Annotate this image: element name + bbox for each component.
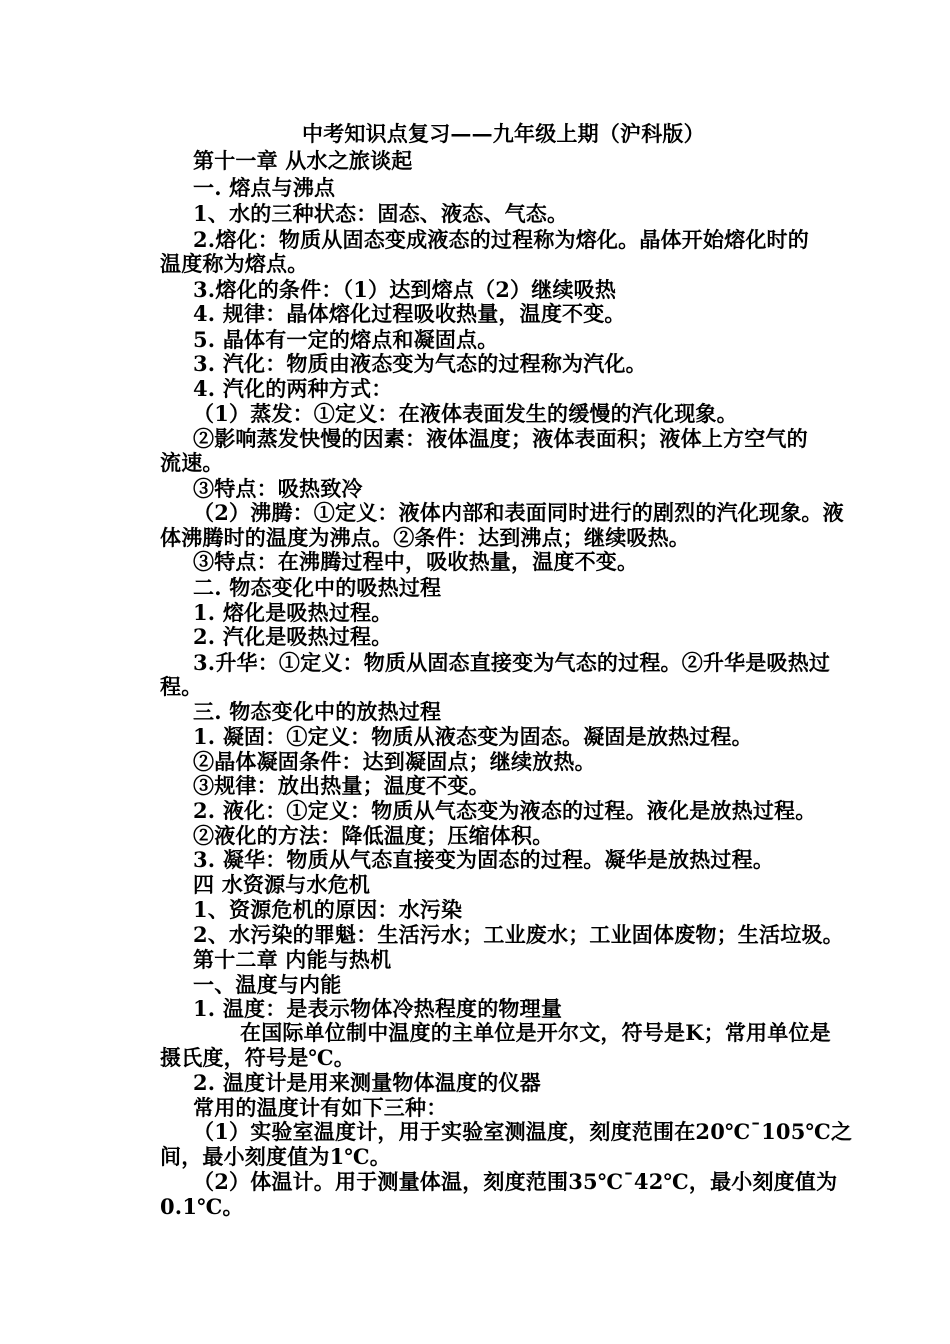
- text-line: ②影响蒸发快慢的因素：液体温度；液体表面积；液体上方空气的: [193, 426, 808, 451]
- text-line: ②晶体凝固条件：达到凝固点；继续放热。: [193, 749, 596, 774]
- text-line: 2. 汽化是吸热过程。: [193, 624, 393, 649]
- text-line: 温度称为熔点。: [160, 251, 309, 276]
- text-line: 3.熔化的条件：（1）达到熔点（2）继续吸热: [193, 277, 617, 302]
- text-line: 3. 凝华：物质从气态直接变为固态的过程。凝华是放热过程。: [193, 847, 775, 872]
- text-line: 3.升华：①定义：物质从固态直接变为气态的过程。②升华是吸热过: [193, 650, 831, 675]
- text-line: 体沸腾时的温度为沸点。②条件：达到沸点；继续吸热。: [160, 525, 690, 550]
- text-line: 1、资源危机的原因：水污染: [193, 897, 463, 922]
- chapter-heading: 第十一章 从水之旅谈起: [193, 148, 413, 173]
- section-heading: 四 水资源与水危机: [193, 872, 371, 897]
- text-line: 1. 凝固：①定义：物质从液态变为固态。凝固是放热过程。: [193, 724, 753, 749]
- text-line: 在国际单位制中温度的主单位是开尔文，符号是K；常用单位是: [240, 1020, 831, 1045]
- text-line: 2.熔化：物质从固态变成液态的过程称为熔化。晶体开始熔化时的: [193, 227, 809, 252]
- text-line: 4. 规律：晶体熔化过程吸收热量，温度不变。: [193, 301, 626, 326]
- text-line: ②液化的方法：降低温度；压缩体积。: [193, 823, 554, 848]
- section-heading: 一、温度与内能: [193, 972, 342, 997]
- text-line: （1）蒸发：①定义：在液体表面发生的缓慢的汽化现象。: [193, 401, 738, 426]
- text-line: 间，最小刻度值为1℃。: [160, 1144, 391, 1169]
- text-line: 4. 汽化的两种方式：: [193, 376, 393, 401]
- text-line: 3. 汽化：物质由液态变为气态的过程称为汽化。: [193, 351, 647, 376]
- text-line: ③特点：在沸腾过程中，吸收热量，温度不变。: [193, 549, 639, 574]
- text-line: 1. 温度：是表示物体冷热程度的物理量: [193, 996, 563, 1021]
- text-line: 常用的温度计有如下三种：: [193, 1095, 448, 1120]
- text-line: 1. 熔化是吸热过程。: [193, 600, 393, 625]
- text-line: 2. 液化：①定义：物质从气态变为液态的过程。液化是放热过程。: [193, 798, 817, 823]
- document-title: 中考知识点复习——九年级上期（沪科版）: [302, 121, 705, 146]
- text-line: 2、水污染的罪魁：生活污水；工业废水；工业固体废物；生活垃圾。: [193, 922, 844, 947]
- text-line: （2）沸腾：①定义：液体内部和表面同时进行的剧烈的汽化现象。液: [193, 500, 844, 525]
- chapter-heading: 第十二章 内能与热机: [193, 947, 392, 972]
- text-line: 2. 温度计是用来测量物体温度的仪器: [193, 1070, 541, 1095]
- section-heading: 一. 熔点与沸点: [193, 175, 336, 200]
- text-line: 5. 晶体有一定的熔点和凝固点。: [193, 327, 499, 352]
- text-line: 程。: [160, 674, 203, 699]
- text-line: 流速。: [160, 450, 224, 475]
- section-heading: 三. 物态变化中的放热过程: [193, 699, 442, 724]
- text-line: ③特点：吸热致冷: [193, 476, 363, 501]
- text-line: 摄氏度，符号是℃。: [160, 1045, 355, 1070]
- text-line: 0.1℃。: [160, 1194, 244, 1219]
- text-line: （2）体温计。用于测量体温，刻度范围35℃¯42℃，最小刻度值为: [193, 1169, 838, 1194]
- text-line: 1、水的三种状态：固态、液态、气态。: [193, 201, 569, 226]
- text-line: （1）实验室温度计，用于实验室测温度，刻度范围在20℃¯105℃之: [193, 1119, 853, 1144]
- section-heading: 二. 物态变化中的吸热过程: [193, 575, 442, 600]
- text-line: ③规律：放出热量；温度不变。: [193, 773, 490, 798]
